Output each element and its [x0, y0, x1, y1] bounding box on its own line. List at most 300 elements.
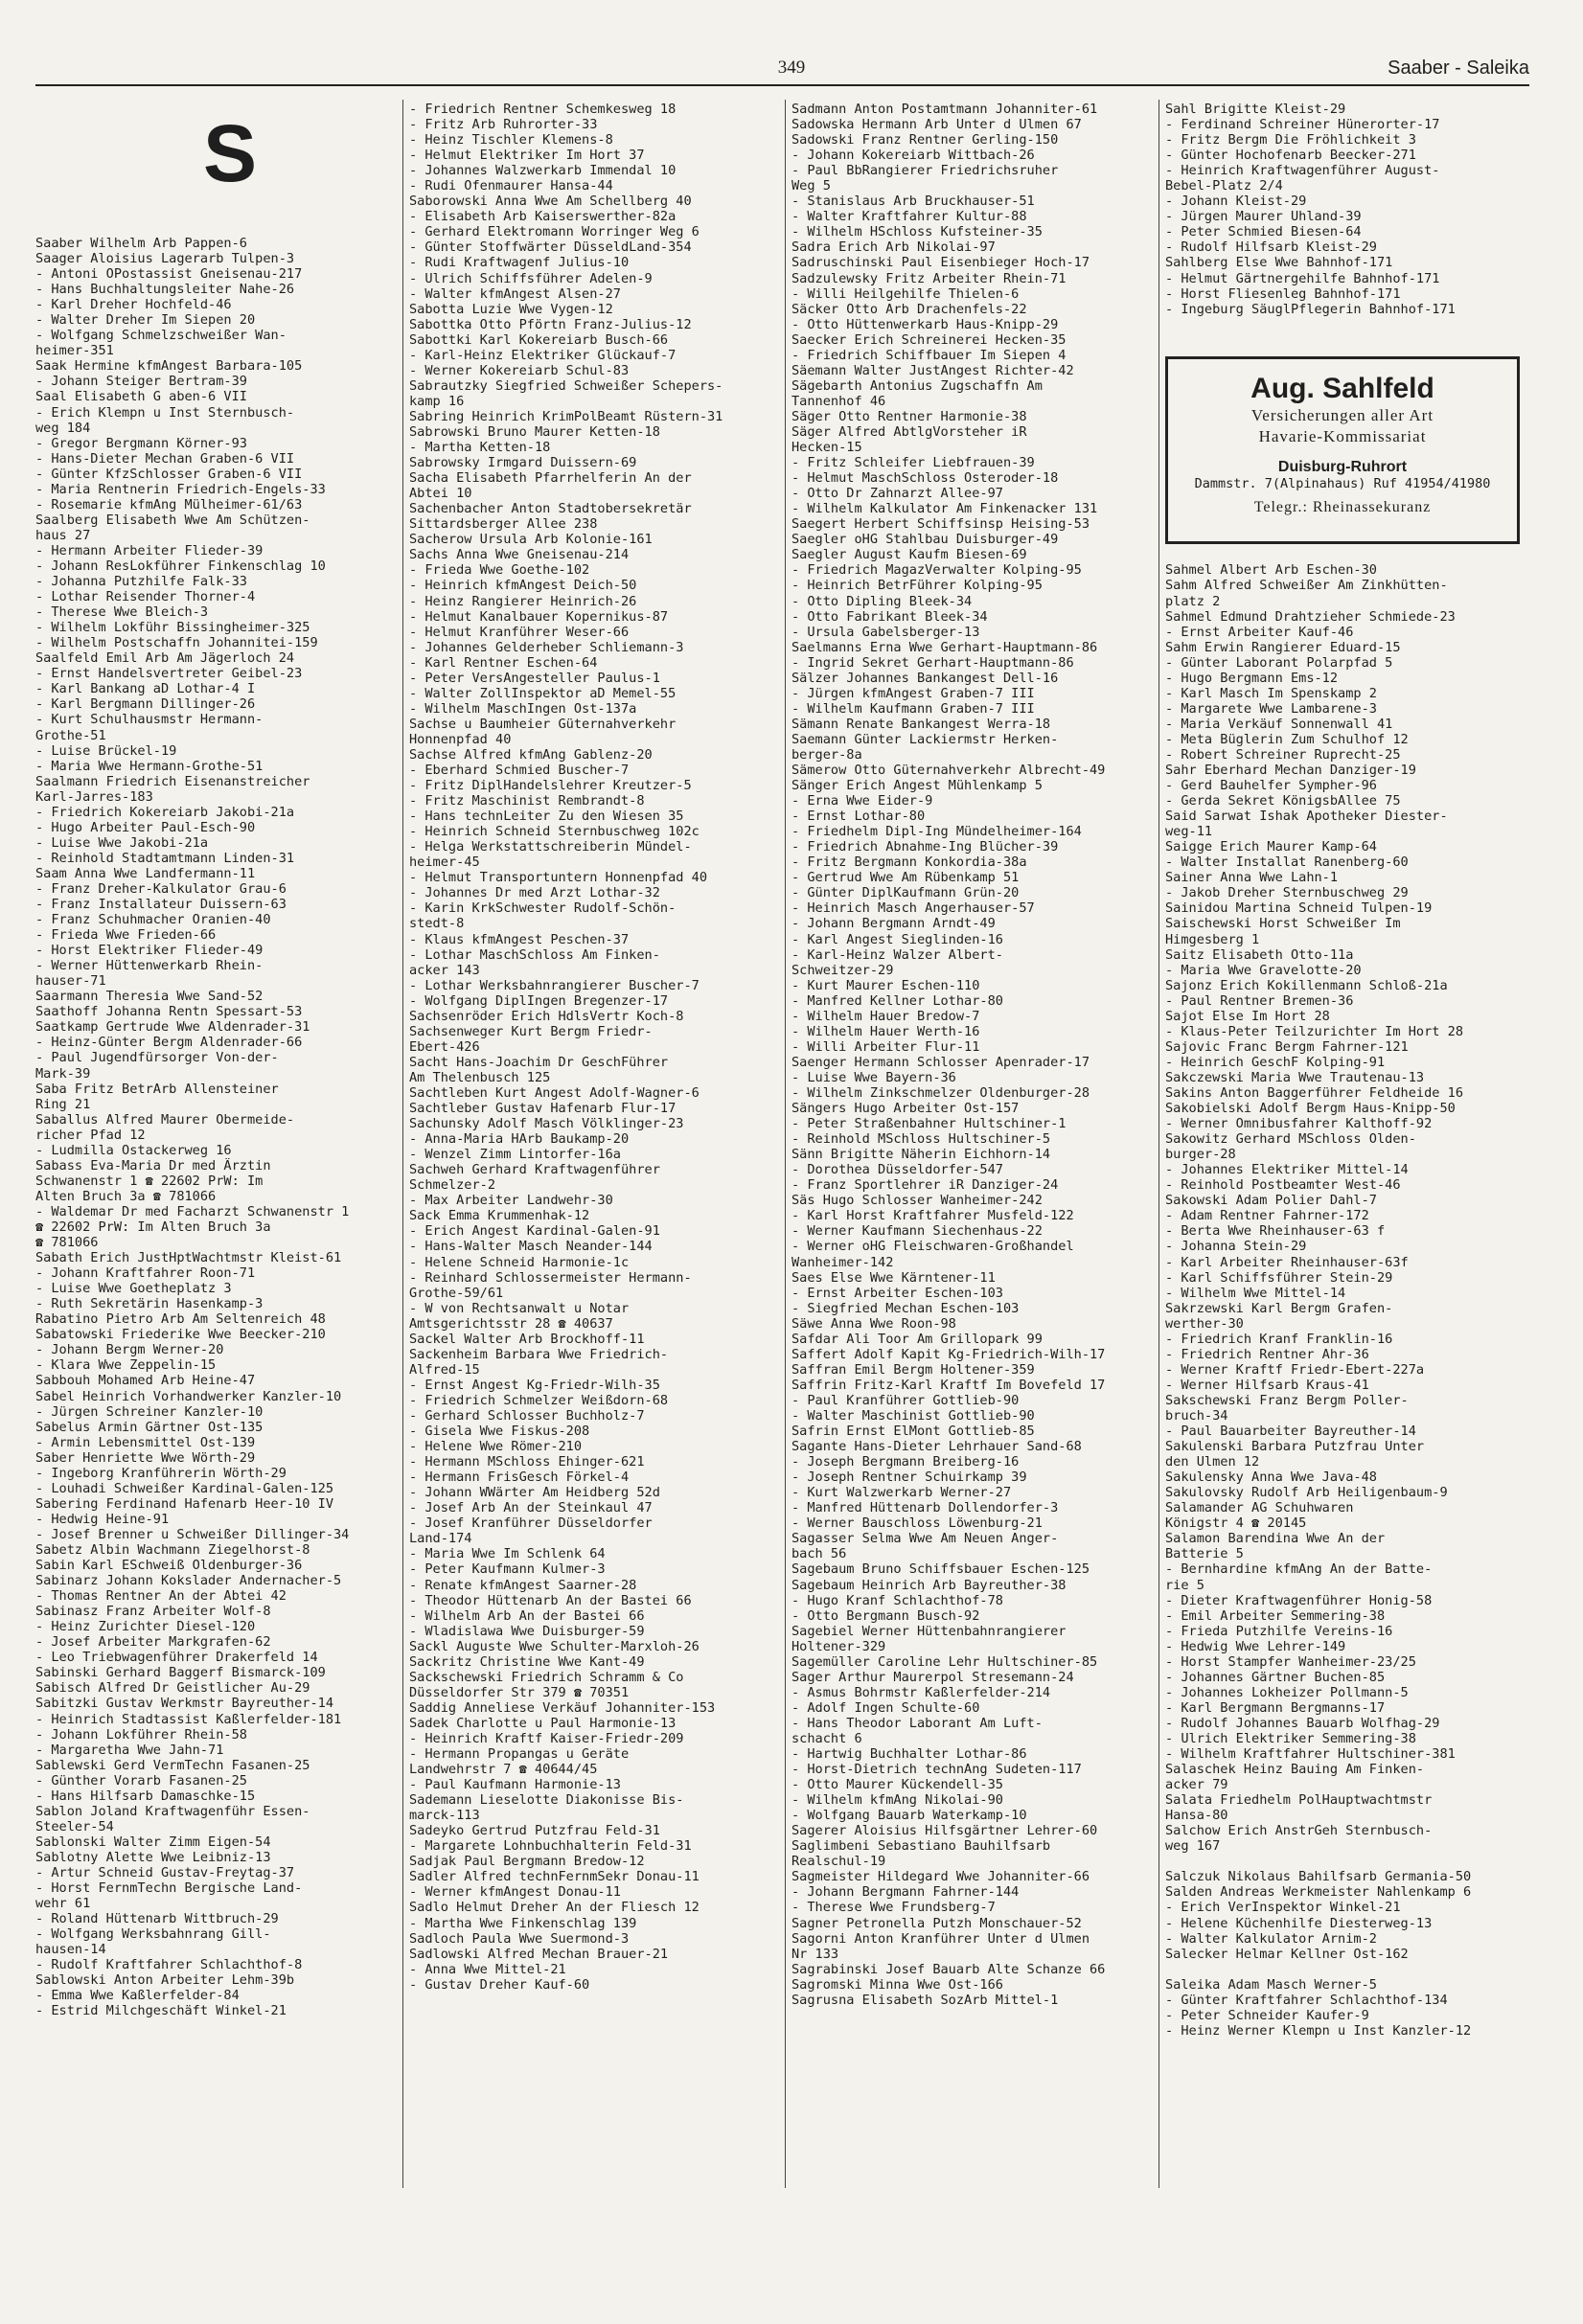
directory-entry: - Armin Lebensmittel Ost-139: [35, 1434, 256, 1450]
directory-entry: Sabath Erich JustHptWachtmstr Kleist-61: [35, 1250, 342, 1266]
directory-entry: Sabin Karl ESchweiß Oldenburger-36: [35, 1558, 303, 1574]
directory-entry: - Heinz Tischler Klemens-8: [409, 132, 613, 148]
directory-entry: - Karin KrkSchwester Rudolf-Schön-: [409, 900, 677, 917]
directory-entry: - Paul Kaufmann Harmonie-13: [409, 1777, 621, 1793]
directory-entry: Mark-39: [35, 1065, 91, 1082]
directory-entry: - Karl Bergmann Dillinger-26: [35, 696, 256, 713]
directory-entry: Sabisch Alfred Dr Geistlicher Au-29: [35, 1680, 310, 1697]
running-head: Saaber - Saleika: [1388, 57, 1529, 79]
directory-entry: - Kurt Schulhausmstr Hermann-: [35, 712, 264, 728]
directory-entry: - Josef Arb An der Steinkaul 47: [409, 1500, 653, 1516]
directory-entry: - Roland Hüttenarb Wittbruch-29: [35, 1911, 279, 1927]
directory-entry: Sahm Alfred Schweißer Am Zinkhütten-: [1165, 578, 1448, 594]
directory-entry: - Heinrich Stadtassist Kaßlerfelder-181: [35, 1711, 342, 1727]
directory-entry: - Johann Bergm Werner-20: [35, 1342, 224, 1358]
directory-entry: Sabotta Luzie Wwe Vygen-12: [409, 301, 613, 317]
directory-entry: - Thomas Rentner An der Abtei 42: [35, 1588, 287, 1605]
directory-entry: Sittardsberger Allee 238: [409, 516, 598, 533]
directory-entry: - Wolfgang DiplIngen Bregenzer-17: [409, 992, 669, 1009]
directory-entry: Salamander AG Schuhwaren: [1165, 1500, 1354, 1516]
directory-entry: - Emma Wwe Kaßlerfelder-84: [35, 1988, 240, 2004]
directory-entry: - Helene Wwe Römer-210: [409, 1439, 583, 1455]
directory-entry: - Wilhelm Wwe Mittel-14: [1165, 1285, 1346, 1301]
directory-entry: - Gregor Bergmann Körner-93: [35, 435, 247, 451]
directory-entry: Saffrin Fritz-Karl Kraftf Im Bovefeld 17: [792, 1377, 1106, 1393]
directory-entry: Sadloch Paula Wwe Suermond-3: [409, 1930, 630, 1947]
directory-entry: - Walter Kraftfahrer Kultur-88: [792, 209, 1027, 225]
directory-entry: Saelmanns Erna Wwe Gerhart-Hauptmann-86: [792, 639, 1098, 655]
directory-entry: - Friedrich Schmelzer Weißdorn-68: [409, 1392, 669, 1408]
directory-entry: richer Pfad 12: [35, 1127, 146, 1143]
directory-entry: - Ruth Sekretärin Hasenkamp-3: [35, 1296, 264, 1312]
directory-entry: Tannenhof 46: [792, 393, 886, 409]
directory-entry: - Reinhold Stadtamtmann Linden-31: [35, 850, 295, 866]
directory-entry: Landwehrstr 7 ☎ 40644/45: [409, 1762, 598, 1778]
directory-entry: Sänn Brigitte Näherin Eichhorn-14: [792, 1147, 1051, 1163]
directory-entry: Sager Arthur Maurerpol Stresemann-24: [792, 1669, 1074, 1685]
directory-entry: Sachenbacher Anton Stadtobersekretär: [409, 501, 692, 517]
directory-entry: - Waldemar Dr med Facharzt Schwanenstr 1: [35, 1203, 350, 1219]
directory-entry: - Heinrich Masch Angerhauser-57: [792, 900, 1035, 917]
directory-entry: - Helene Schneid Harmonie-1c: [409, 1254, 630, 1270]
directory-entry: Bebel-Platz 2/4: [1165, 178, 1283, 194]
directory-entry: - Maria Verkäuf Sonnenwall 41: [1165, 716, 1393, 732]
directory-entry: Sainer Anna Wwe Lahn-1: [1165, 870, 1339, 886]
directory-entry: - Paul Bauarbeiter Bayreuther-14: [1165, 1424, 1416, 1440]
directory-entry: [1165, 332, 1529, 348]
directory-entry: Sakulensky Anna Wwe Java-48: [1165, 1470, 1377, 1486]
directory-entry: berger-8a: [792, 746, 862, 763]
directory-entry: Realschul-19: [792, 1854, 886, 1870]
directory-entry: Steeler-54: [35, 1818, 114, 1834]
section-letter: S: [203, 108, 258, 198]
directory-entry: - Horst FernmTechn Bergische Land-: [35, 1880, 303, 1897]
directory-entry: - Martha Ketten-18: [409, 440, 551, 456]
directory-entry: Saak Hermine kfmAngest Barbara-105: [35, 358, 303, 375]
directory-entry: Honnenpfad 40: [409, 731, 512, 747]
directory-entry: - Hans Buchhaltungsleiter Nahe-26: [35, 282, 295, 298]
directory-entry: - Johann Steiger Bertram-39: [35, 374, 247, 390]
directory-entry: - Stanislaus Arb Bruckhauser-51: [792, 194, 1035, 210]
directory-entry: - Ernst Arbeiter Kauf-46: [1165, 624, 1354, 640]
directory-entry: - Peter Straßenbahner Hultschiner-1: [792, 1116, 1067, 1132]
directory-entry: - Luise Wwe Goetheplatz 3: [35, 1281, 232, 1297]
directory-entry: - Rudolf Johannes Bauarb Wolfhag-29: [1165, 1715, 1440, 1731]
directory-entry: - Werner kfmAngest Donau-11: [409, 1884, 621, 1901]
directory-entry: - Willi Arbeiter Flur-11: [792, 1038, 980, 1055]
directory-entry: marck-113: [409, 1808, 480, 1824]
directory-entry: - Therese Wwe Frundsberg-7: [792, 1900, 996, 1916]
directory-entry: - Rudolf Kraftfahrer Schlachthof-8: [35, 1957, 303, 1973]
directory-entry: - Wilhelm MaschIngen Ost-137a: [409, 700, 637, 717]
directory-entry: kamp 16: [409, 393, 465, 409]
directory-entry: - Werner oHG Fleischwaren-Großhandel: [792, 1239, 1074, 1255]
directory-entry: Sadjak Paul Bergmann Bredow-12: [409, 1854, 645, 1870]
directory-entry: - Frieda Wwe Frieden-66: [35, 927, 217, 944]
directory-entry: - Friedrich Rentner Schemkesweg 18: [409, 102, 677, 117]
directory-entry: - Artur Schneid Gustav-Freytag-37: [35, 1864, 295, 1880]
directory-entry: Sagerer Aloisius Hilfsgärtner Lehrer-60: [792, 1823, 1098, 1839]
directory-entry: weg-11: [1165, 824, 1213, 840]
directory-entry: - Elisabeth Arb Kaiserswerther-82a: [409, 209, 677, 225]
directory-entry: - Günter Stoffwärter DüsseldLand-354: [409, 239, 692, 256]
directory-entry: Sabring Heinrich KrimPolBeamt Rüstern-31: [409, 408, 723, 424]
directory-entry: - Wilhelm Kalkulator Am Finkenacker 131: [792, 501, 1098, 517]
directory-entry: Sachs Anna Wwe Gneisenau-214: [409, 547, 630, 563]
directory-entry: - Martha Wwe Finkenschlag 139: [409, 1915, 637, 1931]
directory-entry: Sabottki Karl Kokereiarb Busch-66: [409, 331, 669, 348]
directory-entry: Saal Elisabeth G aben-6 VII: [35, 389, 247, 405]
directory-entry: - Wilhelm Hauer Bredow-7: [792, 1008, 980, 1024]
directory-entry: - Franz Installateur Duissern-63: [35, 897, 287, 913]
directory-entry: - Maria Wwe Im Schlenk 64: [409, 1546, 606, 1562]
directory-entry: - Heinz-Günter Bergm Aldenrader-66: [35, 1035, 303, 1051]
directory-entry: - Lothar Werksbahnrangierer Buscher-7: [409, 977, 700, 993]
directory-entry: bruch-34: [1165, 1407, 1228, 1424]
directory-entry: - Peter Schneider Kaufer-9: [1165, 2007, 1369, 2023]
column-divider: [402, 100, 403, 2188]
directory-entry: - Johannes Walzwerkarb Immendal 10: [409, 163, 677, 179]
directory-entry: Sakowski Adam Polier Dahl-7: [1165, 1193, 1377, 1209]
header-rule: [35, 84, 1529, 86]
directory-entry: Sacht Hans-Joachim Dr GeschFührer: [409, 1054, 669, 1070]
directory-entry: Sadowski Franz Rentner Gerling-150: [792, 132, 1059, 148]
directory-entry: - Heinrich Kraftwagenführer August-: [1165, 163, 1440, 179]
directory-entry: - Helga Werkstattschreiberin Mündel-: [409, 839, 692, 855]
directory-entry: - Manfred Hüttenarb Dollendorfer-3: [792, 1500, 1059, 1516]
directory-entry: - Wilhelm Postschaffn Johannitei-159: [35, 635, 318, 651]
directory-entry: - Anna Wwe Mittel-21: [409, 1961, 566, 1977]
directory-entry: haus 27: [35, 527, 91, 543]
directory-entry: - Heinz Rangierer Heinrich-26: [409, 593, 637, 609]
directory-entry: Sagromski Minna Wwe Ost-166: [792, 1976, 1003, 1993]
directory-entry: Sachse u Baumheier Güternahverkehr: [409, 716, 677, 732]
directory-entry: Sadzulewsky Fritz Arbeiter Rhein-71: [792, 270, 1067, 286]
directory-entry: - Hermann Arbeiter Flieder-39: [35, 542, 264, 558]
directory-entry: Saemann Günter Lackiermstr Herken-: [792, 731, 1059, 747]
directory-entry: - Rudolf Hilfsarb Kleist-29: [1165, 239, 1377, 256]
directory-entry: - Helmut Elektriker Im Hort 37: [409, 148, 645, 164]
directory-entry: Saalmann Friedrich Eisenanstreicher: [35, 773, 310, 789]
directory-entry: Sahmel Albert Arb Eschen-30: [1165, 562, 1377, 579]
directory-entry: Saffran Emil Bergm Holtener-359: [792, 1361, 1035, 1378]
directory-entry: Saarmann Theresia Wwe Sand-52: [35, 989, 264, 1005]
directory-entry: [1165, 1962, 1529, 1977]
directory-entry: - Franz Sportlehrer iR Danziger-24: [792, 1177, 1059, 1194]
directory-entry: Säger Otto Rentner Harmonie-38: [792, 408, 1027, 424]
directory-entry: - Dorothea Düsseldorfer-547: [792, 1162, 1003, 1178]
directory-entry: Sagemüller Caroline Lehr Hultschiner-85: [792, 1653, 1098, 1670]
directory-entry: Sachunsky Adolf Masch Völklinger-23: [409, 1116, 684, 1132]
directory-entry: - Werner Hüttenwerkarb Rhein-: [35, 958, 264, 974]
directory-entry: Säger Alfred AbtlgVorsteher iR: [792, 423, 1027, 440]
directory-entry: - Fritz Schleifer Liebfrauen-39: [792, 455, 1035, 471]
directory-entry: weg 167: [1165, 1838, 1221, 1855]
directory-entry: - Johann Lokführer Rhein-58: [35, 1726, 247, 1743]
directory-entry: - Johannes Dr med Arzt Lothar-32: [409, 885, 660, 901]
directory-entry: Saegler August Kaufm Biesen-69: [792, 547, 1027, 563]
directory-entry: - Fritz Bergm Die Fröhlichkeit 3: [1165, 132, 1416, 148]
directory-entry: - Johann Kraftfahrer Roon-71: [35, 1265, 256, 1282]
directory-entry: Sahl Brigitte Kleist-29: [1165, 102, 1346, 117]
directory-entry: Alfred-15: [409, 1361, 480, 1378]
directory-entry: - Luise Brückel-19: [35, 742, 177, 759]
directory-entry: - Karl Rentner Eschen-64: [409, 654, 598, 671]
directory-entry: Sabering Ferdinand Hafenarb Heer-10 IV: [35, 1495, 333, 1512]
directory-entry: - Wilhelm Arb An der Bastei 66: [409, 1607, 645, 1624]
directory-entry: - Joseph Bergmann Breiberg-16: [792, 1454, 1020, 1470]
directory-entry: - Wilhelm Zinkschmelzer Oldenburger-28: [792, 1085, 1090, 1101]
directory-entry: - Friedrich MagazVerwalter Kolping-95: [792, 562, 1082, 579]
directory-entry: - Otto Hüttenwerkarb Haus-Knipp-29: [792, 316, 1059, 332]
directory-entry: Sablotny Alette Wwe Leibniz-13: [35, 1849, 271, 1865]
directory-entry: - Otto Dipling Bleek-34: [792, 593, 973, 609]
directory-entry: Sagmeister Hildegard Wwe Johanniter-66: [792, 1869, 1090, 1885]
directory-entry: Sadek Charlotte u Paul Harmonie-13: [409, 1715, 677, 1731]
directory-entry: Sackl Auguste Wwe Schulter-Marxloh-26: [409, 1638, 700, 1654]
directory-entry: Sacherow Ursula Arb Kolonie-161: [409, 532, 653, 548]
directory-entry: - Günter Kraftfahrer Schlachthof-134: [1165, 1992, 1448, 2008]
directory-entry: - Heinrich kfmAngest Deich-50: [409, 578, 637, 594]
directory-entry: Düsseldorfer Str 379 ☎ 70351: [409, 1684, 630, 1700]
directory-entry: - Helmut Kanalbauer Kopernikus-87: [409, 608, 669, 625]
directory-entry: - Horst Elektriker Flieder-49: [35, 943, 264, 959]
directory-entry: - Otto Bergmann Busch-92: [792, 1607, 980, 1624]
directory-entry: Saddig Anneliese Verkäuf Johanniter-153: [409, 1699, 716, 1716]
directory-entry: Saatkamp Gertrude Wwe Aldenrader-31: [35, 1019, 310, 1036]
directory-entry: Saam Anna Wwe Landfermann-11: [35, 865, 256, 881]
directory-entry: Saenger Hermann Schlosser Apenrader-17: [792, 1054, 1090, 1070]
directory-entry: - Bernhardine kfmAng An der Batte-: [1165, 1561, 1433, 1578]
directory-entry: - Werner Kokereiarb Schul-83: [409, 362, 630, 378]
directory-entry: - Josef Arbeiter Markgrafen-62: [35, 1634, 271, 1651]
directory-entry: - Karl Schiffsführer Stein-29: [1165, 1269, 1393, 1286]
directory-entry: - Kurt Walzwerkarb Werner-27: [792, 1485, 1012, 1501]
directory-entry: weg 184: [35, 420, 91, 436]
column-2: [409, 102, 775, 2190]
directory-entry: - Karl Arbeiter Rheinhauser-63f: [1165, 1254, 1409, 1270]
directory-entry: - Hans-Dieter Mechan Graben-6 VII: [35, 450, 295, 467]
directory-entry: - Adam Rentner Fahrner-172: [1165, 1208, 1369, 1224]
directory-entry: - Maria Wwe Gravelotte-20: [1165, 962, 1362, 978]
directory-entry: Safrin Ernst ElMont Gottlieb-85: [792, 1424, 1035, 1440]
directory-entry: - Joseph Rentner Schuirkamp 39: [792, 1470, 1027, 1486]
directory-entry: Alten Bruch 3a ☎ 781066: [35, 1188, 217, 1204]
directory-entry: - Johannes Lokheizer Pollmann-5: [1165, 1684, 1409, 1700]
directory-entry: - Gerhard Schlosser Buchholz-7: [409, 1407, 645, 1424]
directory-entry: Sajonz Erich Kokillenmann Schloß-21a: [1165, 977, 1448, 993]
directory-entry: - Karl Bergmann Bergmanns-17: [1165, 1699, 1386, 1716]
ad-city: Duisburg-Ruhrort: [1277, 459, 1408, 475]
directory-entry: - Johanna Putzhilfe Falk-33: [35, 574, 247, 590]
directory-entry: Saalfeld Emil Arb Am Jägerloch 24: [35, 650, 295, 667]
directory-entry: - Gisela Wwe Fiskus-208: [409, 1424, 590, 1440]
ad-line-2: Havarie-Kommissariat: [1258, 427, 1427, 445]
directory-entry: Saffert Adolf Kapit Kg-Friedrich-Wilh-17: [792, 1346, 1106, 1362]
directory-entry: - Fritz Bergmann Konkordia-38a: [792, 854, 1027, 871]
directory-entry: - Karl-Heinz Elektriker Glückauf-7: [409, 347, 677, 363]
directory-entry: - Asmus Bohrmstr Kaßlerfelder-214: [792, 1684, 1051, 1700]
directory-entry: - Karl Horst Kraftfahrer Musfeld-122: [792, 1208, 1074, 1224]
directory-entry: - Erich Angest Kardinal-Galen-91: [409, 1223, 660, 1240]
directory-entry: - Wilhelm Kaufmann Graben-7 III: [792, 700, 1035, 717]
directory-entry: - Helmut Gärtnergehilfe Bahnhof-171: [1165, 270, 1440, 286]
directory-entry: - Paul Kranführer Gottlieb-90: [792, 1392, 1020, 1408]
directory-entry: Sabinasz Franz Arbeiter Wolf-8: [35, 1604, 271, 1620]
directory-entry: werther-30: [1165, 1315, 1244, 1332]
directory-entry: Schweitzer-29: [792, 962, 894, 978]
directory-entry: Sägebarth Antonius Zugschaffn Am: [792, 377, 1043, 394]
directory-entry: - Wilhelm kfmAng Nikolai-90: [792, 1792, 1003, 1809]
directory-entry: Amtsgerichtsstr 28 ☎ 40637: [409, 1315, 613, 1332]
directory-entry: Himgesberg 1: [1165, 931, 1260, 947]
ad-line-1: Versicherungen aller Art: [1250, 406, 1434, 424]
directory-entry: Sadlo Helmut Dreher An der Fliesch 12: [409, 1900, 700, 1916]
directory-entry: - Willi Heilgehilfe Thielen-6: [792, 285, 1020, 302]
directory-entry: - Heinrich BetrFührer Kolping-95: [792, 578, 1043, 594]
directory-entry: - Estrid Milchgeschäft Winkel-21: [35, 2003, 287, 2019]
directory-entry: Saleika Adam Masch Werner-5: [1165, 1976, 1377, 1993]
directory-entry: - Helmut Transportuntern Honnenpfad 40: [409, 870, 707, 886]
directory-entry: - Karl Masch Im Spenskamp 2: [1165, 685, 1377, 701]
directory-entry: den Ulmen 12: [1165, 1454, 1260, 1470]
directory-entry: - Hugo Arbeiter Paul-Esch-90: [35, 819, 256, 835]
directory-entry: Sackenheim Barbara Wwe Friedrich-: [409, 1346, 669, 1362]
directory-entry: Salata Friedhelm PolHauptwachtmstr: [1165, 1792, 1433, 1809]
directory-entry: [1165, 1854, 1529, 1869]
directory-entry: - Walter ZollInspektor aD Memel-55: [409, 685, 677, 701]
directory-entry: - Ulrich Elektriker Semmering-38: [1165, 1730, 1416, 1746]
directory-entry: Sackritz Christine Wwe Kant-49: [409, 1653, 645, 1670]
directory-entry: - Horst Stampfer Wanheimer-23/25: [1165, 1653, 1416, 1670]
directory-entry: heimer-351: [35, 343, 114, 359]
directory-entry: Sahm Erwin Rangierer Eduard-15: [1165, 639, 1401, 655]
directory-entry: - Luise Wwe Jakobi-21a: [35, 834, 209, 851]
directory-entry: Weg 5: [792, 178, 831, 194]
directory-entry: - Wolfgang Bauarb Waterkamp-10: [792, 1808, 1027, 1824]
directory-entry: - Paul BbRangierer Friedrichsruher: [792, 163, 1059, 179]
directory-entry: Sadruschinski Paul Eisenbieger Hoch-17: [792, 255, 1090, 271]
directory-entry: - Heinrich Kraftf Kaiser-Friedr-209: [409, 1730, 684, 1746]
directory-entry: Sabrautzky Siegfried Schweißer Schepers-: [409, 377, 723, 394]
directory-entry: - Peter VersAngesteller Paulus-1: [409, 670, 660, 686]
directory-entry: - Ernst Arbeiter Eschen-103: [792, 1285, 1003, 1301]
directory-entry: - Helmut Kranführer Weser-66: [409, 624, 630, 640]
directory-entry: Nr 133: [792, 1946, 839, 1962]
directory-entry: Saalberg Elisabeth Wwe Am Schützen-: [35, 512, 310, 528]
directory-entry: - Hans Hilfsarb Damaschke-15: [35, 1788, 256, 1804]
directory-entry: - Gerhard Elektromann Worringer Weg 6: [409, 224, 700, 240]
directory-entry: - Johann Bergmann Arndt-49: [792, 916, 996, 932]
directory-entry: Sabrowski Bruno Maurer Ketten-18: [409, 423, 660, 440]
directory-entry: Königstr 4 ☎ 20145: [1165, 1515, 1307, 1532]
directory-entry: - Fritz Maschinist Rembrandt-8: [409, 793, 645, 809]
directory-entry: wehr 61: [35, 1896, 91, 1912]
directory-entry: Sajot Else Im Hort 28: [1165, 1008, 1330, 1024]
directory-entry: - Ulrich Schiffsführer Adelen-9: [409, 270, 653, 286]
directory-entry: - Emil Arbeiter Semmering-38: [1165, 1607, 1386, 1624]
directory-entry: - Johannes Gärtner Buchen-85: [1165, 1669, 1386, 1685]
directory-entry: - Wolfgang Werksbahnrang Gill-: [35, 1926, 271, 1943]
directory-entry: hausen-14: [35, 1942, 106, 1958]
directory-entry: heimer-45: [409, 854, 480, 871]
directory-entry: - Friedrich Abnahme-Ing Blücher-39: [792, 839, 1059, 855]
directory-entry: - Werner Omnibusfahrer Kalthoff-92: [1165, 1116, 1433, 1132]
directory-entry: - Gertrud Wwe Am Rübenkamp 51: [792, 870, 1020, 886]
directory-entry: Sakowitz Gerhard MSchloss Olden-: [1165, 1131, 1416, 1148]
directory-entry: Saaber Wilhelm Arb Pappen-6: [35, 236, 247, 251]
directory-entry: Sagasser Selma Wwe Am Neuen Anger-: [792, 1531, 1059, 1547]
directory-entry: - Walter Maschinist Gottlieb-90: [792, 1407, 1035, 1424]
directory-entry: Saborowski Anna Wwe Am Schellberg 40: [409, 194, 692, 210]
directory-entry: - Margaretha Wwe Jahn-71: [35, 1742, 224, 1758]
directory-entry: Saathoff Johanna Rentn Spessart-53: [35, 1004, 303, 1020]
directory-entry: - Werner Kraftf Friedr-Ebert-227a: [1165, 1361, 1425, 1378]
directory-entry: - Louhadi Schweißer Kardinal-Galen-125: [35, 1480, 333, 1496]
directory-entry: - Jürgen Maurer Uhland-39: [1165, 209, 1362, 225]
directory-entry: - Kurt Maurer Eschen-110: [792, 977, 980, 993]
directory-entry: Sabass Eva-Maria Dr med Ärztin: [35, 1157, 271, 1173]
column-divider: [785, 100, 786, 2188]
directory-entry: Sabbouh Mohamed Arb Heine-47: [35, 1373, 256, 1389]
directory-entry: Sadra Erich Arb Nikolai-97: [792, 239, 996, 256]
directory-entry: - Robert Schreiner Ruprecht-25: [1165, 746, 1401, 763]
directory-entry: Sabinski Gerhard Baggerf Bismarck-109: [35, 1665, 326, 1681]
page-number: 349: [777, 57, 806, 78]
directory-entry: - Lothar MaschSchloss Am Finken-: [409, 946, 660, 963]
directory-entry: Grothe-59/61: [409, 1285, 504, 1301]
directory-entry: - Klaus kfmAngest Peschen-37: [409, 931, 630, 947]
directory-entry: - Maria Rentnerin Friedrich-Engels-33: [35, 481, 326, 497]
directory-entry: - Werner Bauschloss Löwenburg-21: [792, 1515, 1043, 1532]
directory-entry: Sahmel Edmund Drahtzieher Schmiede-23: [1165, 608, 1456, 625]
directory-entry: Säwe Anna Wwe Roon-98: [792, 1315, 956, 1332]
directory-entry: - Gerd Bauhelfer Sympher-96: [1165, 778, 1377, 794]
directory-entry: - Erna Wwe Eider-9: [792, 793, 933, 809]
directory-entry: Sackschewski Friedrich Schramm & Co: [409, 1669, 684, 1685]
directory-entry: Sämann Renate Bankangest Werra-18: [792, 716, 1051, 732]
directory-entry: Sänger Erich Angest Mühlenkamp 5: [792, 778, 1043, 794]
directory-entry: - Meta Büglerin Zum Schulhof 12: [1165, 731, 1409, 747]
directory-entry: - Karl-Heinz Walzer Albert-: [792, 946, 1003, 963]
directory-entry: Sachtleber Gustav Hafenarb Flur-17: [409, 1101, 677, 1117]
directory-entry: Salchow Erich AnstrGeh Sternbusch-: [1165, 1823, 1433, 1839]
directory-entry: Salden Andreas Werkmeister Nahlenkamp 6: [1165, 1884, 1472, 1901]
directory-entry: Saigge Erich Maurer Kamp-64: [1165, 839, 1377, 855]
directory-entry: - Hugo Kranf Schlachthof-78: [792, 1592, 1003, 1608]
directory-entry: - Josef Kranführer Düsseldorfer: [409, 1515, 653, 1532]
directory-entry: - Werner Hilfsarb Kraus-41: [1165, 1377, 1369, 1393]
directory-entry: - Erich VerInspektor Winkel-21: [1165, 1900, 1401, 1916]
directory-entry: Sabelus Armin Gärtner Ost-135: [35, 1419, 264, 1435]
directory-entry: acker 79: [1165, 1777, 1228, 1793]
directory-entry: Säcker Otto Arb Drachenfels-22: [792, 301, 1027, 317]
directory-entry: Sagebaum Bruno Schiffsbauer Eschen-125: [792, 1561, 1090, 1578]
directory-entry: Abtei 10: [409, 486, 472, 502]
directory-entry: - Ernst Handelsvertreter Geibel-23: [35, 666, 303, 682]
directory-entry: Sängers Hugo Arbeiter Ost-157: [792, 1101, 1020, 1117]
directory-entry: Sack Emma Krummenhak-12: [409, 1208, 590, 1224]
directory-entry: - Frieda Putzhilfe Vereins-16: [1165, 1623, 1393, 1639]
directory-entry: Ring 21: [35, 1096, 91, 1112]
directory-entry: - Werner Kaufmann Siechenhaus-22: [792, 1223, 1043, 1240]
directory-entry: Sackel Walter Arb Brockhoff-11: [409, 1331, 645, 1347]
directory-entry: Saglimbeni Sebastiano Bauhilfsarb: [792, 1838, 1051, 1855]
directory-entry: - Heinrich GeschF Kolping-91: [1165, 1054, 1386, 1070]
directory-entry: - Friedhelm Dipl-Ing Mündelheimer-164: [792, 824, 1082, 840]
directory-entry: Saecker Erich Schreinerei Hecken-35: [792, 331, 1067, 348]
directory-entry: Saballus Alfred Maurer Obermeide-: [35, 1111, 295, 1128]
